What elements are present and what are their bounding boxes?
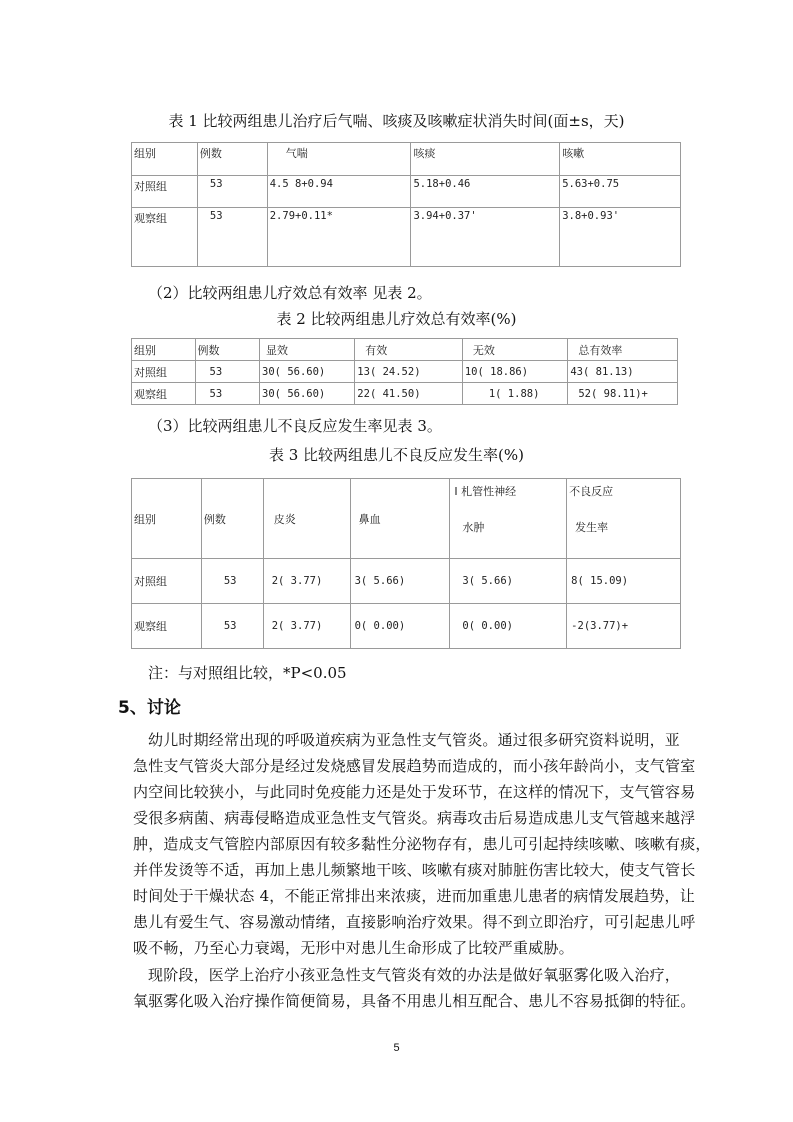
body-line: 肿，造成支气管腔内部原因有较多黏性分泌物存有，患儿可引起持续咳嗽、咳嗽有痰， [133, 835, 711, 853]
header-cell: 组别 [132, 339, 196, 361]
table-cell: 43( 81.13) [568, 361, 678, 383]
header-line: 不良反应 [569, 485, 614, 498]
table-cell: 53 [197, 208, 267, 267]
table1 [131, 142, 681, 267]
table-cell: 对照组 [132, 361, 196, 383]
table-row [132, 383, 678, 405]
header-cell: 显效 [260, 339, 355, 361]
table-cell: 22( 41.50) [355, 383, 463, 405]
table-cell: 对照组 [132, 176, 198, 208]
paragraph-2: （2）比较两组患儿疗效总有效率 见表 2。 [148, 284, 432, 302]
table3 [131, 478, 681, 649]
table-cell: 0( 0.00) [450, 604, 567, 649]
body-line: 受很多病菌、病毒侵略造成亚急性支气管炎。病毒攻击后易造成患儿支气管越来越浮 [133, 809, 696, 827]
table-cell: -2(3.77)+ [567, 604, 681, 649]
body-line: 氧驱雾化吸入治疗操作简便简易，具备不用患儿相互配合、患儿不容易抵御的特征。 [133, 992, 696, 1010]
table-cell: 53 [195, 361, 260, 383]
header-cell: 鼻血 [350, 479, 450, 559]
table-row [132, 559, 681, 604]
header-cell: 咳痰 [411, 143, 560, 176]
table-header-row [132, 479, 681, 559]
table-cell: 对照组 [132, 559, 202, 604]
table-cell: 30( 56.60) [260, 383, 355, 405]
body-line: 患儿有爱生气、容易激动情绪，直接影响治疗效果。得不到立即治疗，可引起患儿呼 [133, 913, 696, 931]
table-cell: 53 [197, 176, 267, 208]
table-row [132, 361, 678, 383]
header-cell: 组别 [132, 479, 202, 559]
table-cell: 0( 0.00) [350, 604, 450, 649]
header-line: 发生率 [575, 521, 609, 534]
table-header-row [132, 339, 678, 361]
header-cell: 组别 [132, 143, 198, 176]
table-cell: 5.63+0.75 [560, 176, 681, 208]
header-line: I 札管性神经 [454, 485, 517, 498]
table-cell: 2.79+0.11* [267, 208, 411, 267]
table-cell: 1( 1.88) [462, 383, 568, 405]
table-row [132, 604, 681, 649]
table-cell: 3.8+0.93' [560, 208, 681, 267]
page-number: 5 [393, 1042, 400, 1054]
header-cell: 咳嗽 [560, 143, 681, 176]
table-cell: 3( 5.66) [350, 559, 450, 604]
table2 [131, 338, 678, 405]
paragraph-3: （3）比较两组患儿不良反应发生率见表 3。 [148, 417, 442, 435]
body-line: 幼儿时期经常出现的呼吸道疾病为亚急性支气管炎。通过很多研究资料说明，亚 [148, 731, 681, 749]
body-line: 现阶段，医学上治疗小孩亚急性支气管炎有效的办法是做好氧驱雾化吸入治疗， [148, 966, 681, 984]
table-cell: 2( 3.77) [263, 604, 350, 649]
body-line: 急性支气管炎大部分是经过发烧感冒发展趋势而造成的，而小孩年龄尚小，支气管室 [133, 757, 696, 775]
table-cell: 53 [201, 604, 263, 649]
table-cell: 3( 5.66) [450, 559, 567, 604]
table-note: 注：与对照组比较，*P<0.05 [148, 664, 347, 682]
table-cell: 10( 18.86) [462, 361, 568, 383]
header-cell: 无效 [462, 339, 568, 361]
table-cell: 13( 24.52) [355, 361, 463, 383]
header-cell [567, 479, 681, 559]
body-line: 并伴发烫等不适，再加上患儿频繁地干咳、咳嗽有痰对肺脏伤害比较大，使支气管长 [133, 861, 696, 879]
table-cell: 观察组 [132, 208, 198, 267]
table-cell: 8( 15.09) [567, 559, 681, 604]
table-cell: 53 [195, 383, 260, 405]
header-cell: 例数 [197, 143, 267, 176]
table-row [132, 208, 681, 267]
section-heading: 5、讨论 [118, 698, 181, 718]
header-cell: 气喘 [267, 143, 411, 176]
header-cell [450, 479, 567, 559]
header-cell: 例数 [195, 339, 260, 361]
table-cell: 3.94+0.37' [411, 208, 560, 267]
table-cell: 5.18+0.46 [411, 176, 560, 208]
body-line: 时间处于干燥状态 4，不能正常排出来浓痰，进而加重患儿患者的病情发展趋势，让 [133, 887, 695, 905]
table-cell: 2( 3.77) [263, 559, 350, 604]
table3-caption: 表 3 比较两组患儿不良反应发生率(%) [268, 446, 525, 464]
table-cell: 观察组 [132, 604, 202, 649]
table1-caption: 表 1 比较两组患儿治疗后气喘、咳痰及咳嗽症状消失时间(面±s，天) [168, 112, 625, 130]
header-cell: 有效 [355, 339, 463, 361]
table-row [132, 176, 681, 208]
header-cell: 总有效率 [568, 339, 678, 361]
table-header-row [132, 143, 681, 176]
table2-caption: 表 2 比较两组患儿疗效总有效率(%) [276, 310, 517, 328]
table-cell: 观察组 [132, 383, 196, 405]
header-cell: 例数 [201, 479, 263, 559]
table-cell: 4.5 8+0.94 [267, 176, 411, 208]
header-line: 水肿 [462, 521, 485, 534]
body-line: 吸不畅，乃至心力衰竭，无形中对患儿生命形成了比较严重威胁。 [133, 939, 574, 957]
table-cell: 52( 98.11)+ [568, 383, 678, 405]
table-cell: 30( 56.60) [260, 361, 355, 383]
header-cell: 皮炎 [263, 479, 350, 559]
body-line: 内空间比较狭小，与此同时免疫能力还是处于发环节，在这样的情况下，支气管容易 [133, 783, 696, 801]
table-cell: 53 [201, 559, 263, 604]
